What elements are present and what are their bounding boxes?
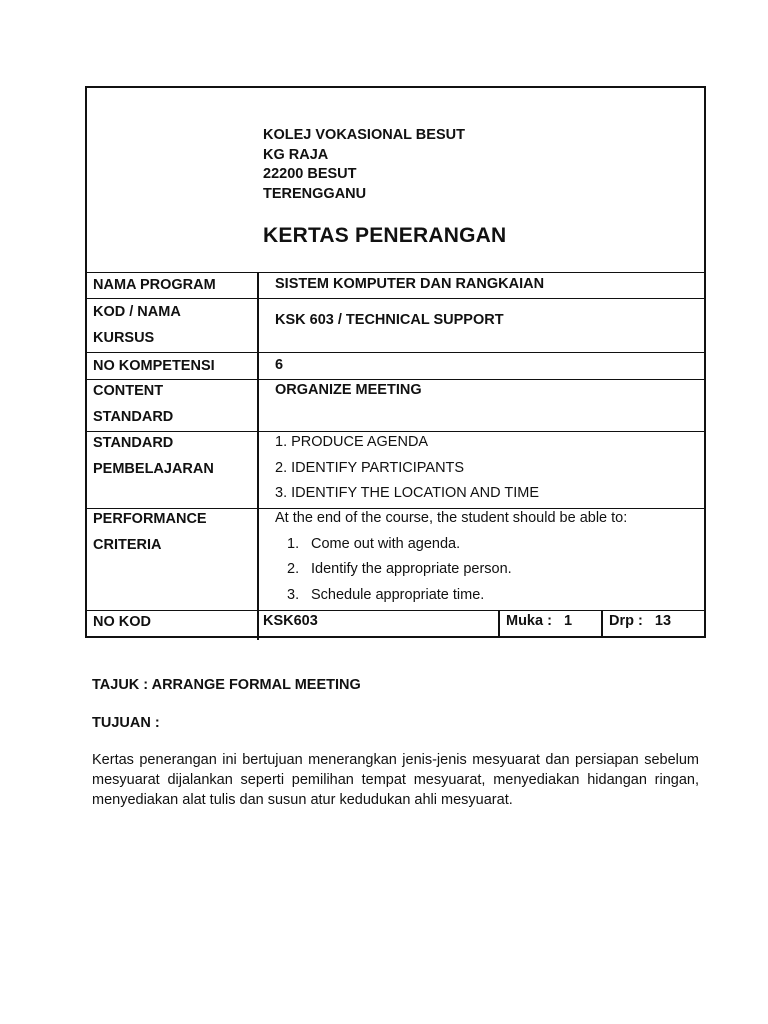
- list-text: Come out with agenda.: [311, 535, 461, 552]
- value-content-standard: ORGANIZE MEETING: [275, 382, 422, 398]
- value-performance-criteria: [275, 506, 627, 608]
- label-line: CRITERIA: [93, 537, 162, 553]
- address-line: KOLEJ VOKASIONAL BESUT: [263, 127, 465, 143]
- label-line: PEMBELAJARAN: [93, 461, 214, 477]
- label-no-kompetensi: NO KOMPETENSI: [93, 358, 215, 374]
- drp-value: 13: [654, 613, 672, 629]
- label-line: PERFORMANCE: [93, 511, 207, 527]
- row-nama-program: [87, 272, 704, 299]
- value-kod-nama: KSK 603 / TECHNICAL SUPPORT: [275, 312, 504, 328]
- address-line: 22200 BESUT: [263, 166, 357, 182]
- label-line: KOD / NAMA: [93, 304, 181, 320]
- info-table: [85, 86, 706, 638]
- tujuan-heading: TUJUAN :: [92, 715, 160, 731]
- column-divider: [498, 611, 500, 638]
- label-line: STANDARD: [93, 435, 174, 451]
- label-kod-nama: [93, 299, 181, 351]
- label-performance-criteria: [93, 506, 207, 558]
- label-line: CONTENT: [93, 383, 164, 399]
- address-line: KG RAJA: [263, 146, 329, 163]
- row-standard-pembelajaran: [87, 432, 704, 509]
- muka-value: 1: [563, 613, 573, 629]
- row-content-standard: [87, 380, 704, 432]
- column-divider: [601, 611, 603, 638]
- drp-label: Drp :: [609, 613, 643, 629]
- label-line: STANDARD: [93, 409, 174, 425]
- tajuk-heading: TAJUK : ARRANGE FORMAL MEETING: [92, 677, 361, 693]
- drp-field: [609, 609, 671, 635]
- label-content-standard: [93, 378, 173, 430]
- row-kod-nama: [87, 299, 704, 353]
- header-cell: [87, 88, 704, 273]
- document-title: KERTAS PENERANGAN: [263, 224, 507, 247]
- list-item: [275, 532, 627, 558]
- list-text: Schedule appropriate time.: [311, 586, 485, 603]
- muka-field: [506, 609, 572, 635]
- row-performance-criteria: [87, 509, 704, 611]
- list-item: 3. IDENTIFY THE LOCATION AND TIME: [275, 485, 540, 501]
- list-item: [275, 583, 627, 609]
- label-line: KURSUS: [93, 330, 155, 346]
- label-standard-pembelajaran: [93, 430, 214, 482]
- list-number: 3.: [287, 586, 300, 603]
- list-item: 1. PRODUCE AGENDA: [275, 434, 429, 450]
- label-nama-program: NAMA PROGRAM: [93, 277, 216, 293]
- value-nama-program: SISTEM KOMPUTER DAN RANGKAIAN: [275, 276, 545, 292]
- address-line: TERENGGANU: [263, 185, 367, 202]
- list-number: 1.: [287, 535, 300, 552]
- row-no-kompetensi: [87, 353, 704, 380]
- value-no-kod: KSK603: [263, 613, 318, 629]
- label-no-kod: NO KOD: [93, 614, 151, 630]
- list-number: 2.: [287, 561, 300, 577]
- criteria-intro: At the end of the course, the student should be able to:: [275, 510, 628, 526]
- row-no-kod: [87, 611, 704, 638]
- value-no-kompetensi: 6: [275, 357, 284, 373]
- criteria-list: [275, 532, 627, 609]
- list-item: [275, 557, 627, 583]
- institution-address: [263, 126, 465, 204]
- value-standard-pembelajaran: [275, 430, 539, 507]
- body-paragraph: Kertas penerangan ini bertujuan menerangkan jenis-jenis mesyuarat dan persiapan sebelum mesyuarat dijalankan seperti pemilihan tempat mesyuarat, menyediakan hidangan ringan, menyediakan alat tulis dan susun atur kedudukan ahli mesyuarat.: [92, 752, 699, 808]
- list-item: 2. IDENTIFY PARTICIPANTS: [275, 459, 465, 476]
- muka-label: Muka :: [506, 613, 552, 629]
- list-text: Identify the appropriate person.: [311, 561, 512, 577]
